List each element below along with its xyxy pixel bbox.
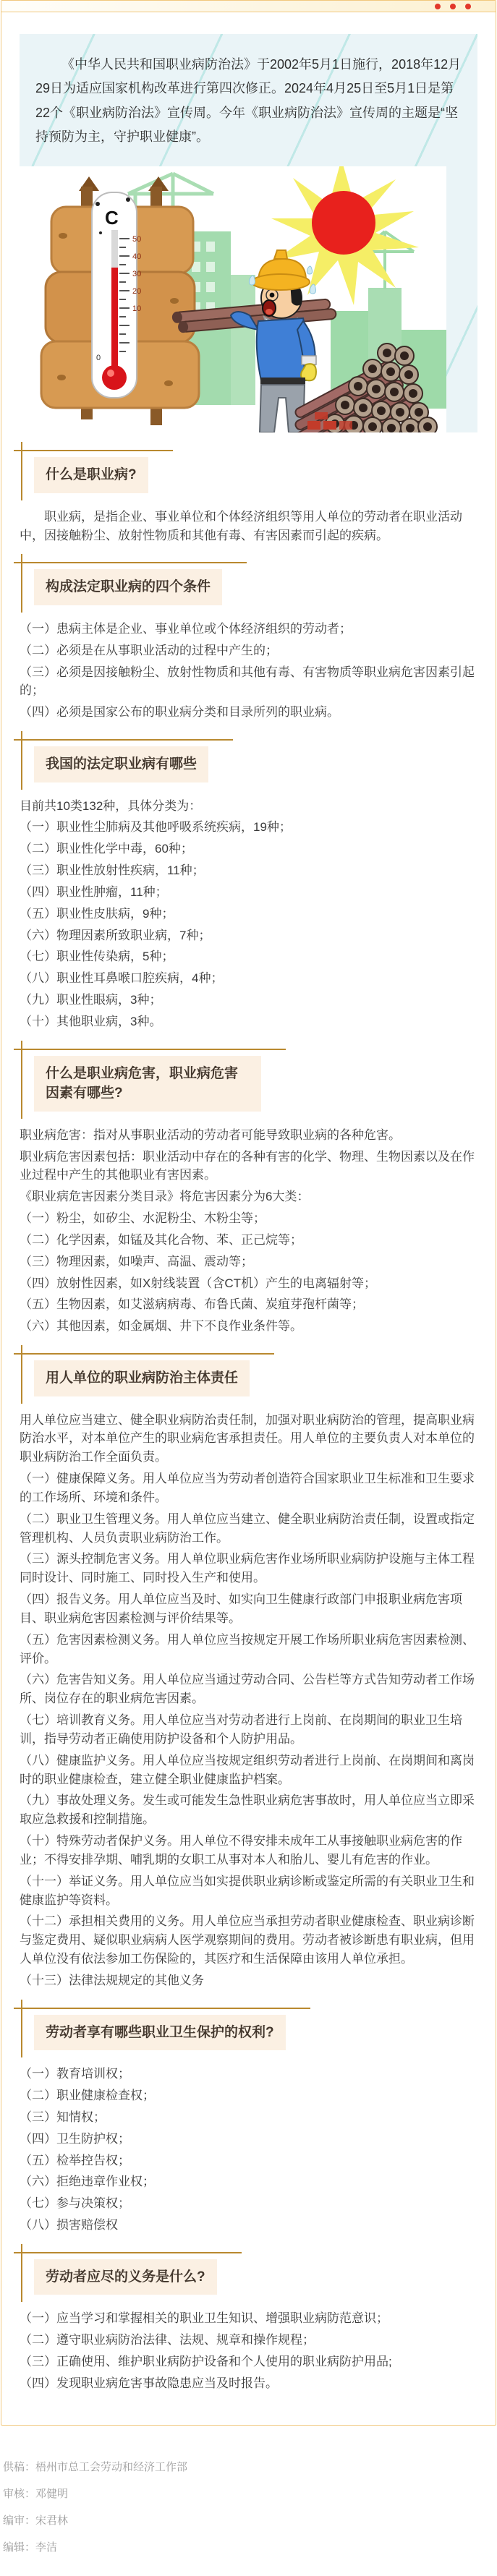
- titlebar: [1, 1, 496, 12]
- list-item: （六）拒绝违章作业权；: [20, 2175, 155, 2189]
- list-item: （二）化学因素，如锰及其化合物、苯、正己烷等；: [20, 1232, 302, 1247]
- section-worker-rights: [20, 2015, 477, 2235]
- paragraph: 职业病，是指企业、事业单位和个体经济组织等用人单位的劳动者在职业活动中，因接触粉尘、放射性物质和其他有毒、有害因素而引起的疾病。: [20, 509, 462, 542]
- section-title: 构成法定职业病的四个条件: [34, 569, 222, 605]
- svg-text:10: 10: [132, 304, 142, 314]
- paragraph: 用人单位应当建立、健全职业病防治责任制，加强对职业病防治的管理，提高职业病防治水平，对本单位产生的职业病危害承担责任。用人单位的主要负责人对本单位的职业病防治工作全面负责。: [20, 1412, 475, 1464]
- list-item: （四）放射性因素，如X射线装置（含CT机）产生的电离辐射等；: [20, 1276, 376, 1290]
- list-item: （一）应当学习和掌握相关的职业卫生知识、增强职业病防范意识；: [20, 2311, 388, 2326]
- svg-text:40: 40: [132, 252, 142, 262]
- section-header: [34, 746, 208, 782]
- paragraph: 目前共10类132种，具体分类为：: [20, 798, 202, 813]
- list-item: （九）事故处理义务。发生或可能发生急性职业病危害事故时，用人单位应当立即采取应急救援和控制措施。: [20, 1794, 475, 1827]
- list-item: （十二）承担相关费用的义务。用人单位应当承担劳动者职业健康检查、职业病诊断与鉴定费用、疑似职业病病人医学观察期间的费用。劳动者被诊断患有职业病，但用人单位没有依法参加工伤保险的，其医疗和生活保障由该用人单位承担。: [20, 1914, 475, 1966]
- intro-paragraph: 《中华人民共和国职业病防治法》于2002年5月1日施行，2018年12月29日为适应国家机构改革进行第四次修正。2024年4月25日至5月1日是第22个《职业病防治法》宣传周。今年《职业病防治法》宣传周的主题是“坚持预防为主，守护职业健康”。: [35, 57, 462, 144]
- list-item: （七）培训教育义务。用人单位应当对劳动者进行上岗前、在岗期间的职业卫生培训，指导劳动者正确使用防护设备和个人防护用品。: [20, 1713, 462, 1746]
- section-header: [34, 2015, 286, 2051]
- section-list: [20, 818, 477, 1031]
- red-dot-icon: [450, 4, 456, 9]
- list-item: （七）职业性传染病，5种；: [20, 950, 174, 964]
- wood-sign: [41, 176, 199, 425]
- list-item: （三）必须是因接触粉尘、放射性物质和其他有毒、有害物质等职业病危害因素引起的；: [20, 665, 475, 698]
- section-paragraphs: [20, 1411, 477, 1467]
- list-item: （三）职业性放射性疾病，11种；: [20, 863, 205, 878]
- section-employer-responsibility: [20, 1360, 477, 1990]
- section-paragraphs: [20, 1126, 477, 1206]
- list-item: （三）物理因素，如噪声、高温、震动等；: [20, 1254, 253, 1268]
- list-item: （四）报告义务。用人单位应当及时、如实向卫生健康行政部门申报职业病危害项目、职业病危害因素检测与评价结果等。: [20, 1592, 462, 1625]
- list-item: （四）必须是国家公布的职业病分类和目录所列的职业病。: [20, 705, 339, 720]
- list-item: （七）参与决策权；: [20, 2196, 130, 2211]
- svg-text:50: 50: [132, 235, 142, 244]
- content-frame: [1, 0, 496, 2426]
- section-title: 劳动者享有哪些职业卫生保护的权利?: [34, 2015, 286, 2051]
- section-hazard-factors: [20, 1056, 477, 1336]
- list-item: （十一）举证义务。用人单位应当如实提供职业病诊断或鉴定所需的有关职业卫生和健康监护等资料。: [20, 1874, 475, 1907]
- list-item: （八）健康监护义务。用人单位应当按规定组织劳动者进行上岗前、在岗期间和离岗时的职业健康检查，建立健全职业健康监护档案。: [20, 1753, 475, 1786]
- list-item: （五）危害因素检测义务。用人单位应当按规定开展工作场所职业病危害因素检测、评价。: [20, 1632, 475, 1666]
- list-item: （一）职业性尘肺病及其他呼吸系统疾病，19种；: [20, 820, 292, 835]
- section-title: 劳动者应尽的义务是什么?: [34, 2259, 217, 2295]
- section-header: [34, 1360, 250, 1396]
- credits: [0, 2426, 497, 2576]
- list-item: （二）职业健康检查权；: [20, 2089, 155, 2103]
- section-legal-disease-categories: [20, 746, 477, 1031]
- list-item: （一）粉尘，如矽尘、水泥粉尘、木粉尘等；: [20, 1211, 266, 1226]
- section-list: [20, 1209, 477, 1336]
- section-four-conditions: [20, 569, 477, 722]
- svg-text:30: 30: [132, 270, 142, 279]
- thermometer-icon: [92, 192, 141, 398]
- credit-line: 供稿：梧州市总工会劳动和经济工作部: [3, 2460, 188, 2473]
- section-title: 什么是职业病?: [34, 457, 148, 493]
- section-title: 我国的法定职业病有哪些: [34, 746, 208, 782]
- paragraph: 职业病危害：指对从事职业活动的劳动者可能导致职业病的各种危害。: [20, 1127, 401, 1142]
- list-item: （一）健康保障义务。用人单位应当为劳动者创造符合国家职业卫生标准和卫生要求的工作场所、环境和条件。: [20, 1472, 475, 1504]
- section-what-is-occupational-disease: [20, 457, 477, 545]
- section-list: [20, 2065, 477, 2235]
- list-item: （四）卫生防护权；: [20, 2131, 130, 2146]
- section-list: [20, 2309, 477, 2392]
- list-item: （五）生物因素，如艾滋病病毒、布鲁氏菌、炭疽芽孢杆菌等；: [20, 1297, 364, 1312]
- list-item: （四）职业性肿瘤，11种；: [20, 884, 168, 899]
- article-body: [1, 12, 496, 2425]
- section-title: 用人单位的职业病防治主体责任: [34, 1360, 250, 1396]
- worksite-illustration: [20, 166, 446, 432]
- section-worker-obligations: [20, 2259, 477, 2393]
- svg-text:20: 20: [132, 287, 142, 297]
- paragraph: 职业病危害因素包括：职业活动中存在的各种有害的化学、物理、生物因素以及在作业过程中产生的其他职业有害因素。: [20, 1149, 475, 1182]
- section-list: [20, 1470, 477, 1990]
- credit-lines: [3, 2459, 494, 2556]
- list-item: （十）其他职业病，3种。: [20, 1014, 162, 1028]
- credit-line: 编审：宋君林: [3, 2514, 69, 2527]
- list-item: （十）特殊劳动者保护义务。用人单位不得安排未成年工从事接触职业病危害的作业；不得安排孕期、哺乳期的女职工从事对本人和胎儿、婴儿有危害的作业。: [20, 1834, 462, 1867]
- credit-line: 编辑：李洁: [3, 2541, 58, 2554]
- paragraph: 《职业病危害因素分类目录》将危害因素分为6大类：: [20, 1190, 310, 1204]
- credit-line: 审核：邓健明: [3, 2487, 69, 2500]
- list-item: （二）职业卫生管理义务。用人单位应当建立、健全职业病防治责任制，设置或指定管理机构、人员负责职业病防治工作。: [20, 1511, 475, 1545]
- list-item: （三）源头控制危害义务。用人单位职业病危害作业场所职业病防护设施与主体工程同时设计、同时施工、同时投入生产和使用。: [20, 1552, 475, 1585]
- list-item: （一）教育培训权；: [20, 2067, 130, 2081]
- list-item: （八）职业性耳鼻喉口腔疾病，4种；: [20, 971, 224, 986]
- thermometer-unit-label: C: [105, 207, 119, 229]
- section-header: [34, 457, 148, 493]
- red-dot-icon: [465, 4, 471, 9]
- list-item: （九）职业性眼病，3种；: [20, 993, 162, 1007]
- list-item: （五）职业性皮肤病，9种；: [20, 906, 174, 921]
- section-header: [34, 569, 222, 605]
- list-item: （二）必须是在从事职业活动的过程中产生的；: [20, 643, 278, 657]
- list-item: （一）患病主体是企业、事业单位或个体经济组织的劳动者；: [20, 621, 352, 636]
- list-item: （三）正确使用、维护职业病防护设备和个人使用的职业病防护用品;: [20, 2355, 392, 2369]
- list-item: （五）检举控告权；: [20, 2153, 130, 2167]
- list-item: （二）职业性化学中毒，60种；: [20, 842, 193, 856]
- section-list: [20, 620, 477, 722]
- list-item: （六）危害告知义务。用人单位应当通过劳动合同、公告栏等方式告知劳动者工作场所、岗位存在的职业病危害因素。: [20, 1673, 475, 1706]
- list-item: （二）遵守职业病防治法律、法规、规章和操作规程；: [20, 2333, 315, 2347]
- list-item: （八）损害赔偿权: [20, 2218, 118, 2232]
- section-paragraphs: [20, 797, 477, 816]
- list-item: （六）物理因素所致职业病，7种；: [20, 928, 211, 942]
- section-header: [34, 2259, 217, 2295]
- svg-text:0: 0: [96, 354, 101, 363]
- list-item: （四）发现职业病危害事故隐患应当及时报告。: [20, 2376, 278, 2390]
- section-header: [34, 1056, 261, 1112]
- section-title: 什么是职业病危害，职业病危害因素有哪些?: [34, 1056, 261, 1112]
- list-item: （三）知情权；: [20, 2110, 106, 2124]
- list-item: （十三）法律法规规定的其他义务: [20, 1973, 204, 1987]
- list-item: （六）其他因素，如金属烟、井下不良作业条件等。: [20, 1319, 302, 1334]
- section-paragraphs: [20, 508, 477, 545]
- hero-panel: [20, 34, 477, 432]
- red-dot-icon: [435, 4, 441, 9]
